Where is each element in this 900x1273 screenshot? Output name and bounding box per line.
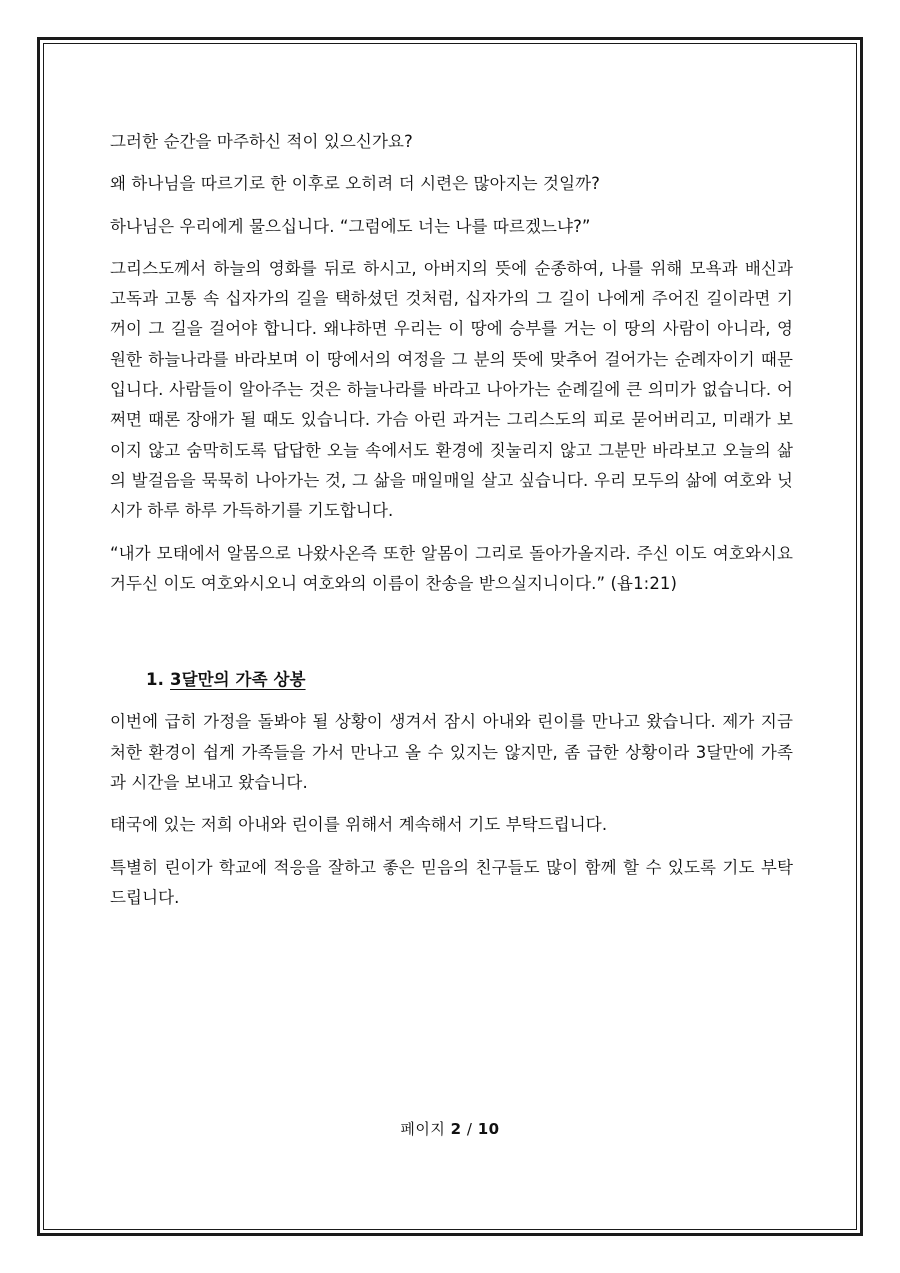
paragraph: 특별히 린이가 학교에 적응을 잘하고 좋은 믿음의 친구들도 많이 함께 할 수 있도록 기도 부탁드립니다. xyxy=(110,857,793,907)
paragraph: 그리스도께서 하늘의 영화를 뒤로 하시고, 아버지의 뜻에 순종하여, 나를 위해 모욕과 배신과 고독과 고통 속 십자가의 길을 택하셨던 것처럼, 십자가의 그 길이 나에게 주어진 길이라면 기꺼이 그 길을 걸어야 합니다. 왜냐하면 우리는 이 땅에 승부를 거는 이 땅의 사람이 아니라, 영원한 하늘나라를 바라보며 이 땅에서의 여정을 그 분의 뜻에 맞추어 걸어가는 순례자이기 때문입니다. 사람들이 알아주는 것은 하늘나라를 바라고 나아가는 순례길에 큰 의미가 없습니다. 어쩌면 때론 장애가 될 때도 있습니다. 가슴 아린 과거는 그리스도의 피로 묻어버리고, 미래가 보이지 않고 숨막히도록 답답한 오늘 속에서도 환경에 짓눌리지 않고 그분만 바라보고 오늘의 삶의 발걸음을 묵묵히 나아가는 것, 그 삶을 매일매일 살고 싶습니다. 우리 모두의 삶에 여호와 닛시가 하루 하루 가득하기를 기도합니다. xyxy=(110,258,793,521)
paragraph: 하나님은 우리에게 물으십니다. “그럼에도 너는 나를 따르겠느냐?” xyxy=(110,216,591,236)
section-number: 1. xyxy=(146,670,164,690)
page-current: 2 xyxy=(450,1120,462,1138)
paragraph: 태국에 있는 저희 아내와 린이를 위해서 계속해서 기도 부탁드립니다. xyxy=(110,815,608,835)
paragraph: 왜 하나님을 따르기로 한 이후로 오히려 더 시련은 많아지는 것일까? xyxy=(110,174,601,194)
page-total: 10 xyxy=(477,1120,500,1138)
quote-paragraph: “내가 모태에서 알몸으로 나왔사온즉 또한 알몸이 그리로 돌아가올지라. 주신 이도 여호와시요 거두신 이도 여호와시오니 여호와의 이름이 찬송을 받으실지니이다.” (욥1:21) xyxy=(110,543,793,593)
paragraph: 이번에 급히 가정을 돌봐야 될 상황이 생겨서 잠시 아내와 린이를 만나고 왔습니다. 제가 지금 처한 환경이 쉽게 가족들을 가서 만나고 올 수 있지는 않지만, 좀 급한 상황이라 3달만에 가족과 시간을 보내고 왔습니다. xyxy=(110,712,793,793)
paragraph: 그러한 순간을 마주하신 적이 있으신가요? xyxy=(110,132,413,151)
page-separator: / xyxy=(466,1120,473,1138)
document-body xyxy=(110,127,793,925)
page-footer xyxy=(0,1118,900,1139)
section-spacer xyxy=(110,611,793,665)
page-label: 페이지 xyxy=(400,1120,446,1138)
section-heading xyxy=(146,665,793,695)
section-title: 3달만의 가족 상봉 xyxy=(170,670,306,690)
